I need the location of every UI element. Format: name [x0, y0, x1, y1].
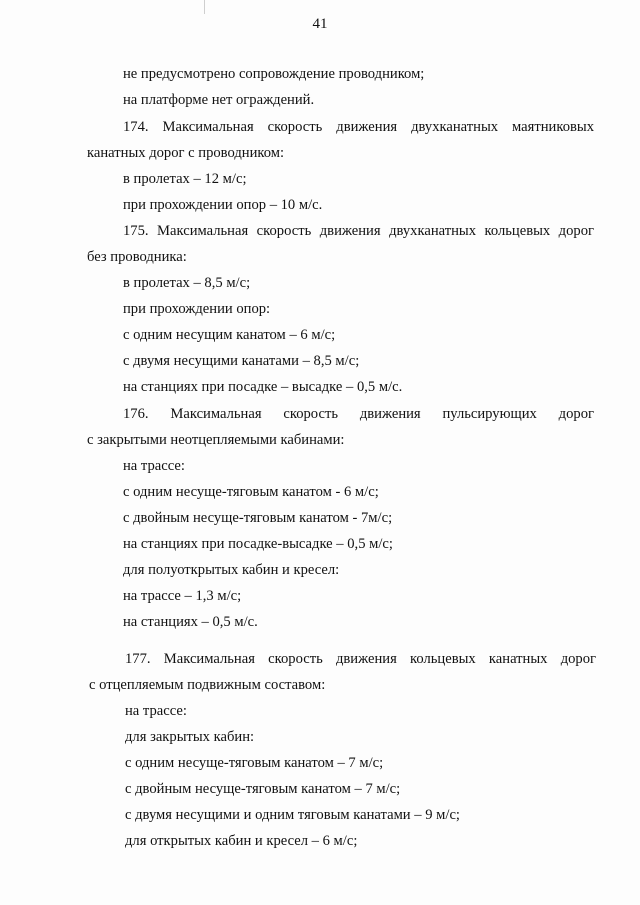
paragraph-176-heading: 176. Максимальная скорость движения пульсирующих дорог [123, 406, 594, 422]
text-line: на станциях при посадке-высадке – 0,5 м/с; [123, 536, 393, 552]
text-line: на платформе нет ограждений. [123, 92, 315, 108]
paragraph-177-heading: 177. Максимальная скорость движения кольцевых канатных дорог [125, 651, 596, 667]
text-line: канатных дорог с проводником: [87, 145, 285, 161]
text-line: с двойным несуще-тяговым канатом - 7м/с; [123, 510, 393, 526]
text-line: с двойным несуще-тяговым канатом – 7 м/с; [125, 781, 401, 797]
text-line: для открытых кабин и кресел – 6 м/с; [125, 833, 358, 849]
text-line: не предусмотрено сопровождение проводником; [123, 66, 425, 82]
text-line: на трассе: [125, 703, 187, 719]
text-line: на станциях при посадке – высадке – 0,5 м/с. [123, 379, 403, 395]
text-line: с одним несущим канатом – 6 м/с; [123, 327, 336, 343]
text-line: на трассе – 1,3 м/с; [123, 588, 242, 604]
text-line: с двумя несущими канатами – 8,5 м/с; [123, 353, 360, 369]
text-line: на станциях – 0,5 м/с. [123, 614, 258, 630]
text-line: с отцепляемым подвижным составом: [89, 677, 326, 693]
text-line: для полуоткрытых кабин и кресел: [123, 562, 340, 578]
text-line: при прохождении опор – 10 м/с. [123, 197, 323, 213]
text-line: в пролетах – 8,5 м/с; [123, 275, 251, 291]
text-line: с двумя несущими и одним тяговым канатами – 9 м/с; [125, 807, 460, 823]
text-line: при прохождении опор: [123, 301, 271, 317]
text-line: на трассе: [123, 458, 185, 474]
page-number: 41 [312, 16, 328, 32]
text-line: с одним несуще-тяговым канатом - 6 м/с; [123, 484, 379, 500]
text-line: с закрытыми неотцепляемыми кабинами: [87, 432, 345, 448]
paragraph-175-heading: 175. Максимальная скорость движения двухканатных кольцевых дорог [123, 223, 594, 239]
text-line: в пролетах – 12 м/с; [123, 171, 247, 187]
text-line: без проводника: [87, 249, 187, 265]
scan-mark [204, 0, 205, 14]
paragraph-174-heading: 174. Максимальная скорость движения двухканатных маятниковых [123, 119, 594, 135]
text-line: с одним несуще-тяговым канатом – 7 м/с; [125, 755, 384, 771]
text-line: для закрытых кабин: [125, 729, 255, 745]
